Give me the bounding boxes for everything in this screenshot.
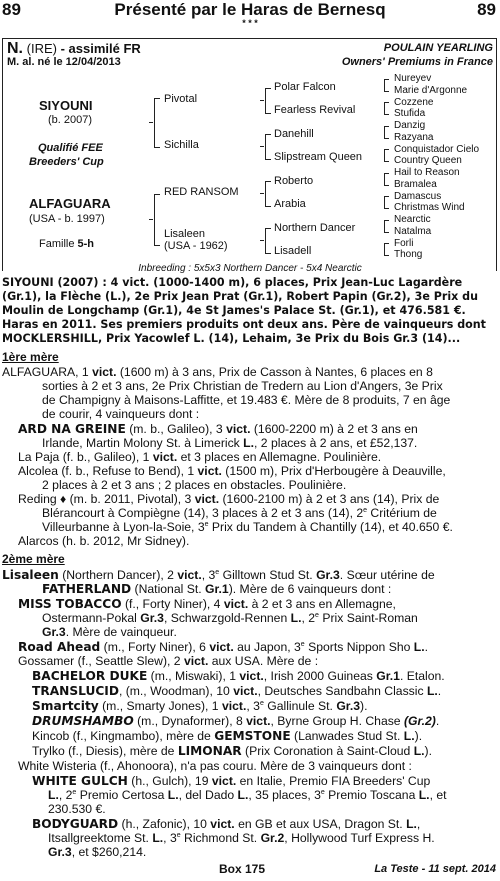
gen3-arabia: Arabia (274, 198, 306, 210)
lot-number-right: 89 (477, 0, 496, 19)
gen4-name: Damascus (394, 191, 442, 202)
section-second-dam: 2ème mère (2, 552, 65, 566)
gen2-pivotal: Pivotal (164, 93, 198, 105)
gen3-northern-dancer: Northern Dancer (274, 222, 356, 234)
dam-name: ALFAGUARA (29, 196, 111, 211)
gen3-lisadell: Lisadell (274, 245, 312, 257)
dam-paragraph: ALFAGUARA, 1 vict. (1600 m) à 3 ans, Prix de Casson à Nantes, 6 places en 8 (2, 365, 433, 379)
gen4-name: Thong (394, 249, 423, 260)
lot-number-left: 89 (2, 0, 21, 19)
section-first-dam: 1ère mère (2, 350, 59, 364)
sire-paragraph-line: SIYOUNI (2007) : 4 vict. (1000-1400 m), 6 places, Prix Jean-Luc Lagardère (2, 276, 463, 289)
consignor-title: Présenté par le Haras de Bernesq (114, 0, 386, 19)
sale-info: La Teste - 11 sept. 2014 (374, 863, 496, 875)
inbreeding-note: Inbreeding : 5x5x3 Northern Dancer - 5x4 Nearctic (138, 263, 362, 274)
separator-stars: * * * (242, 18, 258, 28)
gen2-sichilla: Sichilla (164, 139, 199, 151)
brace-dam (154, 194, 160, 246)
produce-entry: MISS TOBACCO (f., Forty Niner), 4 vict. à 2 et 3 ans en Allemagne, (18, 597, 396, 611)
gen3-roberto: Roberto (274, 175, 314, 187)
produce-entry: La Paja (f. b., Galileo), 1 vict. et 3 places en Allemagne. Poulinière. (18, 450, 382, 464)
gen4-name: Christmas Wind (394, 202, 465, 213)
owners-premiums: Owners' Premiums in France (341, 56, 493, 68)
horse-type: POULAIN YEARLING (383, 42, 493, 54)
sire-name: SIYOUNI (39, 98, 93, 113)
produce-entry: ARD NA GREINE (m. b., Galileo), 3 vict. (1600-2200 m) à 2 et 3 ans en (18, 422, 418, 436)
sire-year: (b. 2007) (48, 114, 93, 126)
family: Famille 5-h (39, 238, 95, 250)
horse-birth: M. al. né le 12/04/2013 (7, 56, 121, 68)
gen2-lisaleen: Lisaleen (164, 228, 205, 240)
sire-note: Qualifié FEE (38, 142, 103, 154)
produce-entry: Alcolea (f. b., Refuse to Bend), 1 vict. (1500 m), Prix d'Herbougère à Deauville, (18, 464, 446, 478)
sire-paragraph-line: Moulin de Longchamp (Gr.1), 4e St James's Palace St. (Gr.1), et 476.581 €. (2, 304, 466, 317)
produce-entry: Road Ahead (m., Forty Niner), 6 vict. au Japon, 3e Sports Nippon Sho L.. (18, 640, 429, 654)
granddam-paragraph: Lisaleen (Northern Dancer), 2 vict., 3e Gilltown Stud St. Gr.3. Sœur utérine de (2, 568, 435, 582)
produce-entry: Reding ♦ (m. b. 2011, Pivotal), 3 vict. (1600-2100 m) à 2 et 3 ans (14), Prix de (18, 492, 440, 506)
dam-year: (USA - b. 1997) (29, 213, 105, 225)
sire-paragraph-line: MOCKLERSHILL, Prix Yacowlef L. (14), Lehaim, 3e Prix du Bois Gr.3 (14)... (2, 332, 461, 345)
brace-sire (154, 98, 160, 148)
gen4-name: Hail to Reason (394, 167, 460, 178)
produce-entry: White Wisteria (f., Ahonoora), n'a pas couru. Mère de 3 vainqueurs dont : (18, 759, 412, 773)
gen4-name: Nearctic (394, 214, 431, 225)
horse-assimile: - assimilé FR (60, 41, 141, 56)
gen4-name: Conquistador Cielo (394, 144, 480, 155)
identity-box (2, 38, 497, 69)
gen3-danehill: Danehill (274, 128, 314, 140)
horse-name: N. (7, 40, 23, 57)
sire-paragraph-line: (Gr.1), la Flèche (L.), 2e Prix Jean Prat (Gr.1), Robert Papin (Gr.2), 3e Prix du (2, 290, 478, 303)
gen4-name: Country Queen (394, 155, 462, 166)
gen4-name: Danzig (394, 120, 426, 131)
gen4-name: Marie d'Argonne (394, 85, 468, 96)
gen4-name: Razyana (394, 132, 434, 143)
gen2-red-ransom: RED RANSOM (164, 186, 239, 198)
gen4-name: Natalma (394, 226, 432, 237)
produce-entry: Gossamer (f., Seattle Slew), 2 vict. aux USA. Mère de : (18, 654, 319, 668)
sire-note-2: Breeders' Cup (29, 156, 104, 168)
gen3-fearless-revival: Fearless Revival (274, 104, 356, 116)
gen4-name: Forli (394, 238, 414, 249)
gen3-slipstream-queen: Slipstream Queen (274, 151, 363, 163)
gen4-name: Cozzene (394, 97, 434, 108)
box-number: Box 175 (219, 862, 266, 876)
gen3-polar-falcon: Polar Falcon (274, 81, 336, 93)
produce-entry: Alarcos (h. b. 2012, Mr Sidney). (18, 534, 190, 548)
page-header (0, 0, 500, 18)
gen4-name: Stufida (394, 108, 426, 119)
pedigree-box (2, 68, 497, 271)
sire-paragraph-line: Haras en 2011. Ses premiers produits ont deux ans. Père de vainqueurs dont (2, 318, 486, 331)
gen4-name: Bramalea (394, 179, 437, 190)
gen2-lisaleen-year: (USA - 1962) (164, 240, 228, 252)
horse-country: (IRE) (26, 41, 57, 56)
gen4-name: Nureyev (394, 73, 432, 84)
